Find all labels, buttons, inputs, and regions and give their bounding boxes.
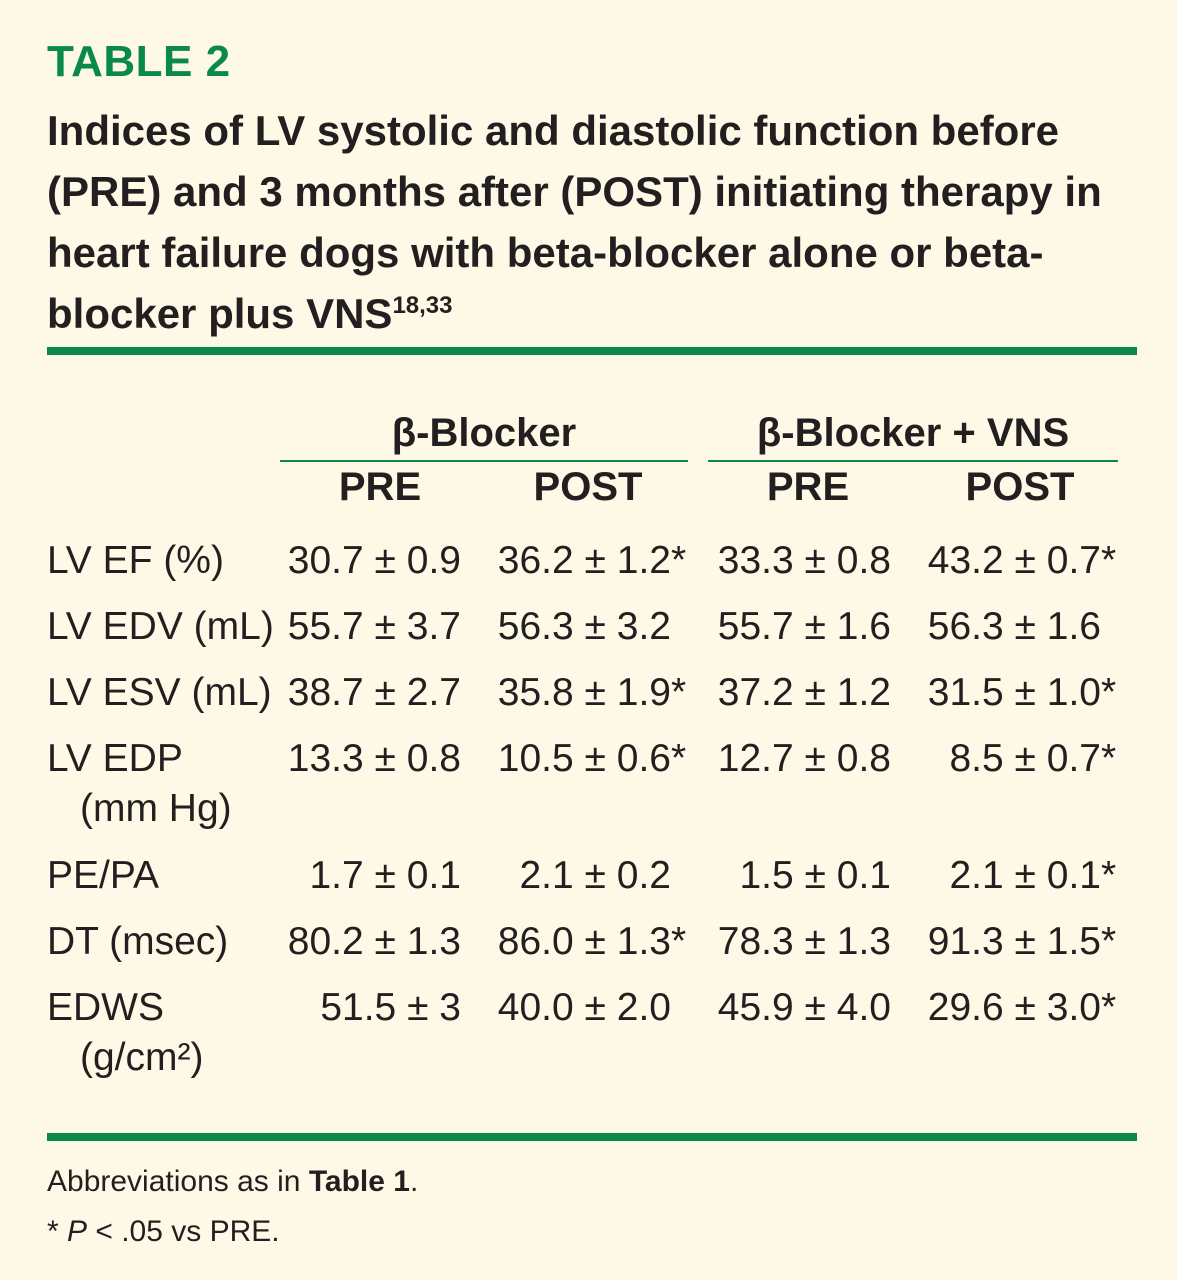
column-header-pre: PRE (766, 465, 850, 509)
cell-value: 30.7 ± 0.9 (287, 539, 461, 582)
cell-value: 2.1 ± 0.2 (519, 854, 671, 897)
row-label (47, 983, 277, 1083)
table-cell (277, 734, 481, 784)
cell-value: 80.2 ± 1.3 (287, 920, 461, 963)
cell-value: 31.5 ± 1.0 (927, 671, 1101, 714)
row-label-unit: (g/cm²) (80, 1036, 204, 1079)
cell-value: 13.3 ± 0.8 (287, 737, 461, 780)
table-cell (917, 917, 1121, 967)
table-cell (277, 851, 481, 901)
cell-value: 1.7 ± 0.1 (309, 854, 461, 897)
cell-value: 36.2 ± 1.2 (497, 539, 671, 582)
cell-value: 1.5 ± 0.1 (739, 854, 891, 897)
caption-text: Indices of LV systolic and diastolic function before (PRE) and 3 months after (POST) initiating therapy in heart failure dogs with beta-blocker alone or beta-blocker plus VNS (47, 107, 1102, 337)
footnote-table-ref: Table 1 (308, 1165, 410, 1198)
footnote-abbrev-suffix: . (409, 1165, 419, 1198)
group-header-beta-blocker-vns: β-Blocker + VNS (756, 411, 1070, 455)
cell-value: 37.2 ± 1.2 (717, 671, 891, 714)
table-cell (487, 917, 691, 967)
table-cell (277, 983, 481, 1033)
top-rule (47, 347, 1137, 355)
table-cell (487, 851, 691, 901)
table-cell (277, 536, 481, 586)
significance-mark: * (671, 920, 687, 963)
cell-value: 51.5 ± 3 (320, 986, 461, 1029)
bottom-rule (47, 1133, 1137, 1141)
row-label-text: LV ESV (mL) (47, 671, 272, 714)
table-cell (487, 668, 691, 718)
table-cell (277, 917, 481, 967)
column-header-post: POST (533, 465, 643, 509)
cell-value: 38.7 ± 2.7 (287, 671, 461, 714)
cell-value: 55.7 ± 3.7 (287, 605, 461, 648)
row-label-text: LV EF (%) (47, 539, 224, 582)
cell-value: 91.3 ± 1.5 (927, 920, 1101, 963)
cell-value: 56.3 ± 3.2 (497, 605, 671, 648)
significance-mark: * (1101, 539, 1117, 582)
table-cell (917, 668, 1121, 718)
cell-value: 29.6 ± 3.0 (927, 986, 1101, 1029)
table-cell (707, 851, 911, 901)
cell-value: 33.3 ± 0.8 (717, 539, 891, 582)
footnote-sig-text: < .05 vs PRE. (87, 1215, 280, 1248)
row-label (47, 851, 277, 901)
caption-refs: 18,33 (392, 292, 453, 319)
significance-mark: * (671, 671, 687, 714)
table-row (47, 851, 1137, 917)
column-header-pre: PRE (338, 465, 422, 509)
table-cell (487, 734, 691, 784)
table-label: TABLE 2 (47, 37, 231, 86)
row-label (47, 602, 277, 652)
table-cell (707, 536, 911, 586)
row-label (47, 734, 277, 834)
significance-mark: * (1101, 920, 1117, 963)
significance-mark: * (1101, 854, 1117, 897)
table-cell (917, 983, 1121, 1033)
table-cell (487, 602, 691, 652)
table-cell (277, 602, 481, 652)
table-cell (917, 734, 1121, 784)
table-cell (917, 851, 1121, 901)
group-header-beta-blocker: β-Blocker (391, 411, 577, 455)
table-caption (47, 100, 1137, 344)
row-label (47, 668, 277, 718)
table-row (47, 917, 1137, 983)
cell-value: 55.7 ± 1.6 (717, 605, 891, 648)
cell-value: 2.1 ± 0.1 (949, 854, 1101, 897)
cell-value: 56.3 ± 1.6 (927, 605, 1101, 648)
row-label-text: PE/PA (47, 854, 159, 897)
table-cell (707, 668, 911, 718)
footnote-abbreviations (47, 1162, 418, 1202)
table-row (47, 734, 1137, 851)
significance-mark: * (1101, 737, 1117, 780)
table-row (47, 602, 1137, 668)
cell-value: 8.5 ± 0.7 (949, 737, 1101, 780)
table-row (47, 983, 1137, 1100)
row-label (47, 917, 277, 967)
row-label-text: EDWS (47, 986, 164, 1029)
cell-value: 12.7 ± 0.8 (717, 737, 891, 780)
row-label (47, 536, 277, 586)
table-cell (487, 536, 691, 586)
footnote-star: * (47, 1215, 68, 1248)
significance-mark: * (1101, 671, 1117, 714)
footnote-p: P (67, 1215, 88, 1248)
table-cell (917, 536, 1121, 586)
column-header-post: POST (965, 465, 1075, 509)
table-row (47, 536, 1137, 602)
cell-value: 43.2 ± 0.7 (927, 539, 1101, 582)
cell-value: 45.9 ± 4.0 (717, 986, 891, 1029)
significance-mark: * (671, 737, 687, 780)
cell-value: 35.8 ± 1.9 (497, 671, 671, 714)
table-cell (917, 602, 1121, 652)
table-row (47, 668, 1137, 734)
table-cell (707, 983, 911, 1033)
footnote-abbrev-prefix: Abbreviations as in (47, 1165, 309, 1198)
table-body (47, 536, 1137, 1100)
table-cell (277, 668, 481, 718)
table-cell (707, 734, 911, 784)
row-label-text: LV EDV (mL) (47, 605, 274, 648)
row-label-text: LV EDP (47, 737, 183, 780)
significance-mark: * (1101, 986, 1117, 1029)
cell-value: 10.5 ± 0.6 (497, 737, 671, 780)
cell-value: 86.0 ± 1.3 (497, 920, 671, 963)
significance-mark: * (671, 539, 687, 582)
cell-value: 40.0 ± 2.0 (497, 986, 671, 1029)
cell-value: 78.3 ± 1.3 (717, 920, 891, 963)
table-cell (707, 917, 911, 967)
row-label-text: DT (msec) (47, 920, 229, 963)
footnote-significance (47, 1212, 280, 1252)
table-cell (707, 602, 911, 652)
table-cell (487, 983, 691, 1033)
row-label-unit: (mm Hg) (80, 787, 232, 830)
